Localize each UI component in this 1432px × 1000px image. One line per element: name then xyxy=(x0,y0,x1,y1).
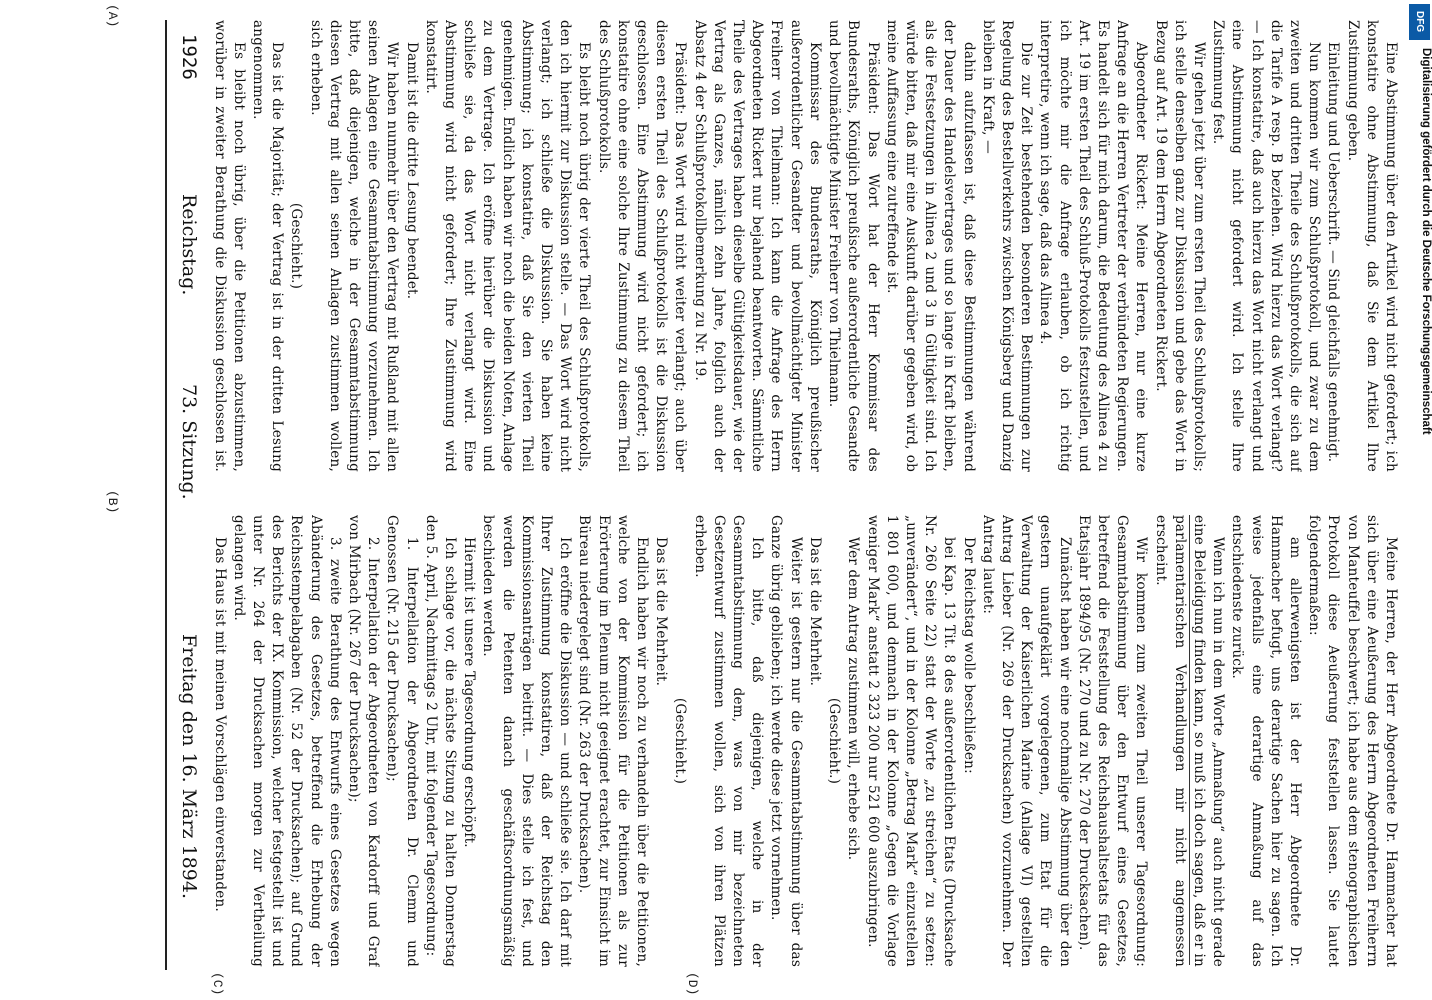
paragraph: Ich eröffne die Diskussion — und schließe sie. Ich darf mit Ihrer Zustimmung konstatiren, daß der Reichstag den Kommissionsanträgen beitritt. — Dies stelle ich fest, und werden die Petenten danach geschäftsordnungsmäßig beschieden werden. xyxy=(480,515,574,967)
paragraph: Ich bitte, daß diejenigen, welche in der Gesammtabstimmung dem, was von mir bezeichneten Gesetzentwurf zustimmen wollen, sich von ihren Plätzen erheben. xyxy=(691,515,766,967)
paragraph: Die zur Zeit bestehenden besonderen Bestimmungen zur Regelung des Bestellverkehrs zwischen Königsberg und Danzig bleiben in Kraft, — xyxy=(979,20,1035,472)
paragraph: Weiter ist gestern nur die Gesammtabstimmung über das Ganze übrig geblieben; ich werde diese jetzt vornehmen. xyxy=(768,515,804,967)
paragraph: Damit ist die dritte Lesung beendet. xyxy=(403,42,420,300)
header-rule xyxy=(165,20,167,970)
paragraph: Präsident: Das Wort hat der Herr Kommissar des Bundesraths, Königlich preußische außerordentliche Gesandte und bevollmächtigte Minister Freiherr von Thielmann. xyxy=(826,20,881,472)
paragraph: Hiermit ist unsere Tagesordnung erschöpft. xyxy=(461,537,478,848)
paragraph: Abgeordneter Rickert: Meine Herren, nur eine kurze Anfrage an die Herren Vertreter der verbündeten Regierungen. Es handelt sich für mich darum, die Bedeutung des Alinea 4 zu Art. 19 im ersten Theil des Schluß-Protokolls festzustellen, und ich möchte mir die Anfrage erlauben, ob ich richtig interpretire, wenn ich sage, daß das Alinea 4. xyxy=(1037,20,1150,472)
paragraph: Es bleibt noch übrig, über die Petitionen abzustimmen, worüber in zweiter Berathung die Diskussion geschlossen ist. xyxy=(211,20,247,472)
paragraph: 3. zweite Berathung des Entwurfs eines Gesetzes wegen Abänderung des Gesetzes, betreffend die Erhebung der Reichsstempelabgaben (Nr. 52 der Drucksachen); auf Grund des Berichts der IX. Kommission, welcher festgestellt ist und unter Nr. 264 der Drucksachen morgen zur Vertheilung gelangen wird. xyxy=(230,515,343,967)
paragraph: Zunächst haben wir eine nochmalige Abstimmung über den gestern unaufgeklärt vorgelegenen, zum Etat für die Verwaltung der Kaiserlichen Marine (Anlage VI) gestellten Antrag Lieber (Nr. 269 der Drucksachen) vorzunehmen. Der Antrag lautet: xyxy=(979,515,1073,967)
paragraph: Ich schlage vor, die nächste Sitzung zu halten Donnerstag den 5. April, Nachmittags 2 Uhr, mit folgender Tagesordnung: xyxy=(422,515,459,967)
paragraph: Wir haben nunmehr über den Vertrag mit Rußland mit allen seinen Anlagen eine Gesammtabstimmung vorzunehmen. Ich bitte, daß diejenigen, welche in der Gesammtabstimmung diesen Vertrag mit allen seinen Anlagen zustimmen wollen, sich erheben. xyxy=(307,20,401,472)
paragraph: Es bleibt noch übrig der vierte Theil des Schlußprotokolls, den ich hiermit zur Diskussion stelle. — Das Wort wird nicht verlangt; ich schließe die Diskussion. Sie haben keine Abstimmung; ich konstatire, daß Sie den vierten Theil genehmigen. Endlich haben wir noch die beiden Noten, Anlage zu dem Vertrage. Ich eröffne hierüber die Diskussion und schließe sie, da das Wort nicht verlangt wird. Eine Abstimmung wird nicht gefordert; Ihre Zustimmung wird konstatirt. xyxy=(422,20,593,472)
page-number: 1926 xyxy=(178,34,200,80)
paragraph: (Geschieht.) xyxy=(288,202,305,290)
header-date: Freitag den 16. März 1894. xyxy=(178,634,200,899)
margin-mark-c: (C) xyxy=(210,972,225,996)
paragraph: Der Reichstag wolle beschließen: xyxy=(960,537,977,774)
paragraph: bei Kap. 13 Tit. 8 des außerordentlichen Etats (Drucksache Nr. 260 Seite 22) statt der Worte „zu streichen“ zu setzen: „unverändert“, und in der Kolonne „Betrag Mark“ einzustellen 1 801 600, und demnach in der Kolonne „Gegen die Vorlage weniger Mark“ anstatt 2 323 200 nur 521 600 auszubringen. xyxy=(864,515,958,967)
imprint-rule xyxy=(1189,515,1190,965)
text-column-right xyxy=(210,515,1400,967)
paragraph: Präsident: Das Wort wird nicht weiter verlangt; auch über diesen ersten Theil des Schlußprotokolls ist die Diskussion geschlossen. Eine Abstimmung wird nicht gefordert; ich konstatire ohne eine solche Ihre Zustimmung zu diesem Theil des Schlußprotokolls. xyxy=(595,20,689,472)
paragraph: Nun kommen wir zum Schlußprotokoll, und zwar zu dem zweiten und dritten Theile des Schlußprotokolls, die sich auf die Tarife A resp. B beziehen. Wird hierzu das Wort verlangt? — Ich konstatire, daß auch hierzu das Wort nicht verlangt und eine Abstimmung nicht gefordert wird. Ich stelle Ihre Zustimmung fest. xyxy=(1210,20,1323,472)
dfg-logo-badge: DFG xyxy=(1409,4,1430,40)
paragraph: am allerwenigsten ist der Herr Abgeordnete Dr. Hammacher befugt, uns derartige Sachen hier zu sagen. Ich weise jedenfalls eine derartige Anmaßung auf das entschiedenste zurück. xyxy=(1229,515,1303,967)
paragraph: Wenn ich nun in dem Worte „Anmaßung“ auch nicht gerade eine Beleidigung finden kann, so muß ich doch sagen, daß er in parlamentarischen Verhandlungen mir nicht angemessen erscheint. xyxy=(1152,515,1227,967)
header-publication: Reichstag. xyxy=(178,194,200,296)
margin-mark-a: (A) xyxy=(105,4,120,28)
paragraph: Das ist die Mehrheit. xyxy=(806,537,823,687)
paragraph: Das Haus ist mit meinen Vorschlägen einverstanden. xyxy=(211,537,228,912)
paragraph: Das ist die Majorität; der Vertrag ist in der dritten Lesung angenommen. xyxy=(250,20,286,472)
margin-mark-b: (B) xyxy=(105,490,120,514)
margin-mark-d: (D) xyxy=(685,972,700,996)
paragraph: (Geschieht.) xyxy=(672,697,689,785)
paragraph: Wir kommen zum zweiten Theil unserer Tagesordnung: Gesammtabstimmung über den Entwurf eines Gesetzes, betreffend die Feststellung des Reichshaushaltsetats für das Etatsjahr 1894/95 (Nr. 270 und zu Nr. 270 der Drucksachen). xyxy=(1075,515,1150,967)
paragraph: Endlich haben wir noch zu verhandeln über die Petitionen, welche von der Kommission für die Petitionen als zur Erörterung im Plenum nicht geeignet erachtet, zur Einsicht im Büreau niedergelegt sind (Nr. 263 der Drucksachen). xyxy=(576,515,651,967)
paragraph: dahin aufzufassen ist, daß diese Bestimmungen während der Dauer des Handelsvertrages und so lange in Kraft bleiben, als die Festsetzungen in Alinea 2 und 3 in Gültigkeit sind. Ich würde bitten, daß mir eine Auskunft darüber gegeben wird, ob meine Auffassung eine zutreffende ist. xyxy=(883,20,977,472)
paragraph: 2. Interpellation der Abgeordneten von Kardorff und Graf von Mirbach (Nr. 267 der Drucksachen); xyxy=(346,515,382,967)
header-session: 73. Sitzung. xyxy=(178,384,200,500)
paragraph: Wir gehen jetzt über zum ersten Theil des Schlußprotokolls; ich stelle denselben ganz zur Diskussion und gebe das Wort in Bezug auf Art. 19 dem Herrn Abgeordneten Rickert. xyxy=(1152,20,1207,472)
paragraph: Meine Herren, der Herr Abgeordnete Dr. Hammacher hat sich über eine Aeußerung des Herrn Abgeordneten Freiherrn von Manteuffel beschwert; ich habe aus dem stenographischen Protokoll diese Aeußerung feststellen lassen. Sie lautet folgendermaßen: xyxy=(1306,515,1399,967)
paragraph: Eine Abstimmung über den Artikel wird nicht gefordert; ich konstatire ohne Abstimmung, daß Sie dem Artikel Ihre Zustimmung geben. xyxy=(1344,20,1399,472)
paragraph: Das ist die Mehrheit. xyxy=(653,537,670,687)
page-header xyxy=(170,34,200,964)
digitization-notice: Digitalisierung gefördert durch die Deutsche Forschungsgemeinschaft xyxy=(1420,48,1432,435)
paragraph: Kommissar des Bundesraths, Königlich preußischer außerordentlicher Gesandter und bevollmächtigter Minister Freiherr von Thielmann: Ich kann die Anfrage des Herrn Abgeordneten Rickert nur bejahend beantworten. Sämmtliche Theile des Vertrages haben dieselbe Gültigkeitsdauer, wie der Vertrag als Ganzes, nämlich zehn Jahre, folglich auch der Absatz 4 der Schlußprotokollbemerkung zu Nr. 19. xyxy=(691,20,823,472)
paragraph: 1. Interpellation der Abgeordneten Dr. Clemm und Genossen (Nr. 215 der Drucksachen); xyxy=(384,515,420,967)
text-column-left xyxy=(210,20,1400,472)
paragraph: (Geschieht.) xyxy=(826,697,843,785)
paragraph: Wer dem Antrag zustimmen will, erhebe sich. xyxy=(845,537,862,861)
paragraph: Einleitung und Ueberschrift. — Sind gleichfalls genehmigt. xyxy=(1325,42,1342,463)
